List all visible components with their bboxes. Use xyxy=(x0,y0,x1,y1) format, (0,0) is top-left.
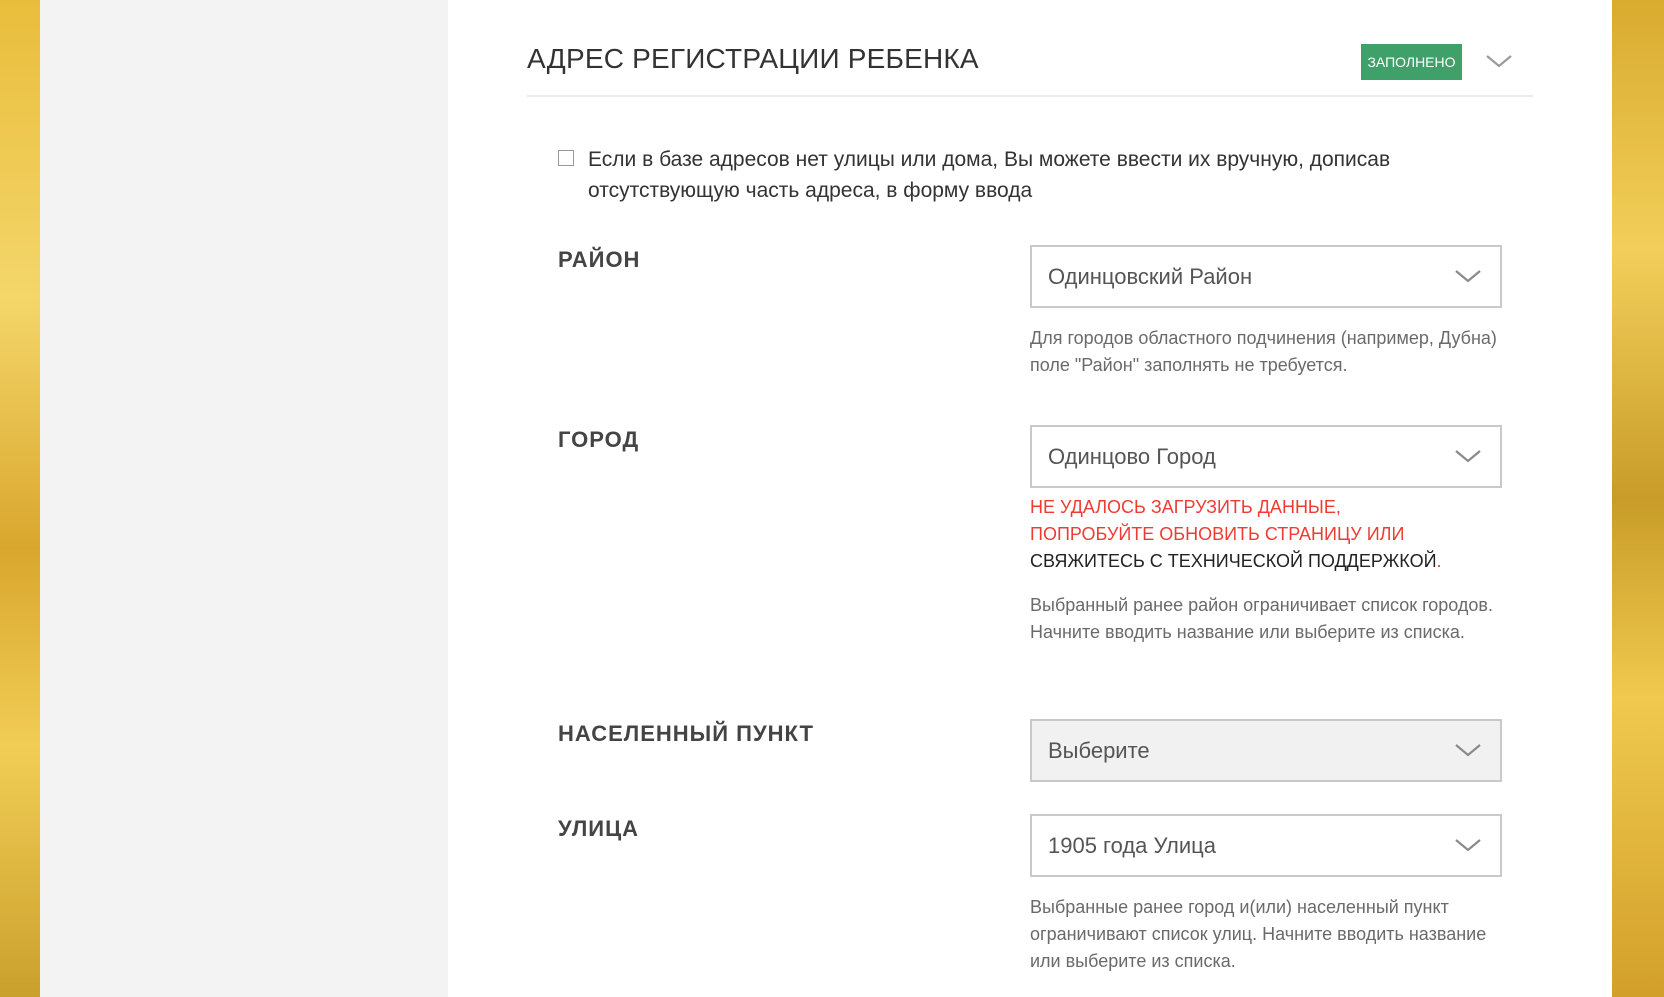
background-left xyxy=(0,0,40,997)
district-select[interactable] xyxy=(1030,245,1502,308)
section-header xyxy=(527,0,1533,97)
status-badge: ЗАПОЛНЕНО xyxy=(1361,44,1462,80)
district-value: Одинцовский Район xyxy=(1048,264,1253,289)
chevron-down-icon[interactable] xyxy=(1485,50,1513,72)
background-right xyxy=(1612,0,1664,997)
city-select[interactable] xyxy=(1030,425,1502,488)
settlement-label: НАСЕЛЕННЫЙ ПУНКТ xyxy=(558,721,814,746)
street-select[interactable] xyxy=(1030,814,1502,877)
manual-entry-checkbox[interactable] xyxy=(558,150,574,166)
street-value: 1905 года Улица xyxy=(1048,833,1216,858)
form-card xyxy=(448,0,1612,997)
city-error-text: НЕ УДАЛОСЬ ЗАГРУЗИТЬ ДАННЫЕ, ПОПРОБУЙТЕ ОБНОВИТЬ СТРАНИЦУ ИЛИ xyxy=(1030,497,1405,544)
manual-entry-row xyxy=(558,144,1478,206)
settlement-select[interactable] xyxy=(1030,719,1502,782)
city-label: ГОРОД xyxy=(558,427,640,452)
city-error-end: . xyxy=(1436,551,1442,571)
chevron-down-icon xyxy=(1454,741,1482,759)
city-error-message xyxy=(1030,494,1470,575)
chevron-down-icon xyxy=(1454,267,1482,285)
chevron-down-icon xyxy=(1454,836,1482,854)
street-help: Выбранные ранее город и(или) населенный пункт ограничивают список улиц. Начните вводить название или выберите из списка. xyxy=(1030,897,1487,971)
settlement-value: Выберите xyxy=(1048,738,1150,763)
chevron-down-icon xyxy=(1454,447,1482,465)
left-sidebar xyxy=(40,0,448,997)
street-label: УЛИЦА xyxy=(558,816,640,841)
manual-entry-text: Если в базе адресов нет улицы или дома, Вы можете ввести их вручную, дописав отсутствующую часть адреса, в форму ввода xyxy=(588,148,1391,202)
support-link[interactable]: СВЯЖИТЕСЬ С ТЕХНИЧЕСКОЙ ПОДДЕРЖКОЙ xyxy=(1030,551,1437,571)
city-value: Одинцово Город xyxy=(1048,444,1216,469)
district-help: Для городов областного подчинения (например, Дубна) поле "Район" заполнять не требуется. xyxy=(1030,328,1497,375)
district-label: РАЙОН xyxy=(558,247,641,272)
section-title: АДРЕС РЕГИСТРАЦИИ РЕБЕНКА xyxy=(527,43,979,74)
city-help: Выбранный ранее район ограничивает список городов. Начните вводить название или выберите из списка. xyxy=(1030,595,1493,642)
